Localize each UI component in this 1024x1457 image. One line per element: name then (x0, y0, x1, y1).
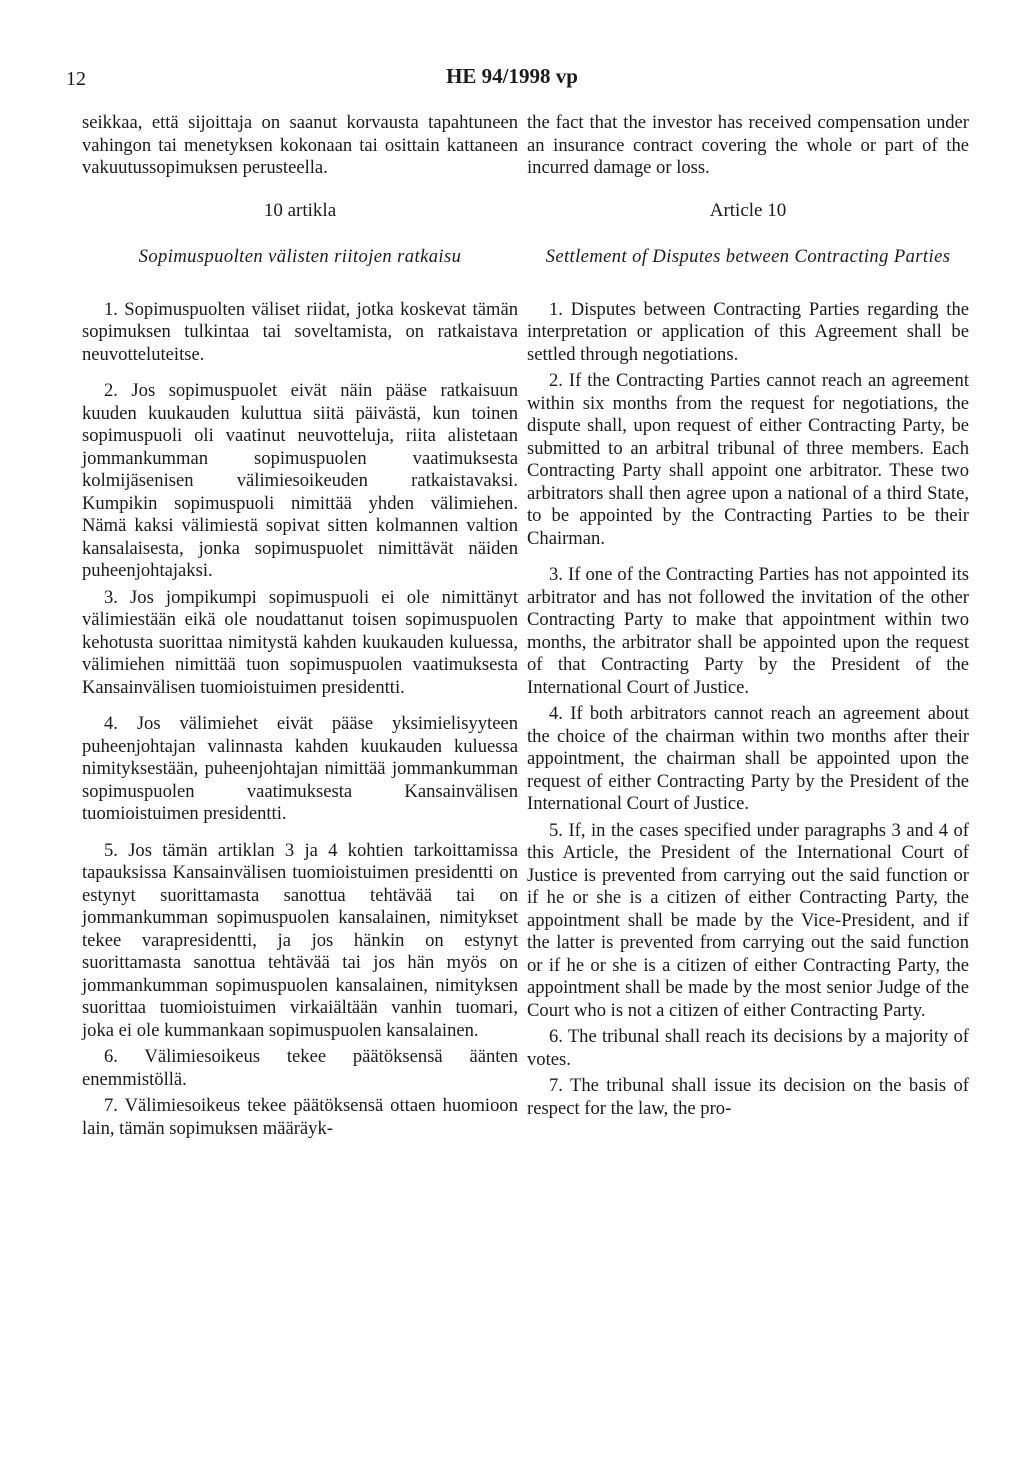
page-number: 12 (66, 68, 86, 90)
english-article-title: Settlement of Disputes between Contracting Parties (545, 246, 951, 267)
english-paragraph-1: 1. Disputes between Contracting Parties regarding the interpretation or application of this Agreement shall be settled through negotiations. (527, 298, 969, 365)
finnish-paragraph-7: 7. Välimiesoikeus tekee päätöksensä ottaen huomioon lain, tämän sopimuksen määräyk- (82, 1095, 518, 1139)
english-column (527, 112, 969, 1124)
finnish-paragraph-4: 4. Jos välimiehet eivät pääse yksimielisyyteen puheenjohtajan valinnasta kahden kuukauden kuluessa nimityksestään, puheenjohtajan nimittää jommankumman sopimuspuolen vaatimuksesta Kansainvälisen tuomioistuimen presidentti. (82, 713, 518, 824)
english-article-heading: Article 10 (709, 199, 787, 221)
english-paragraph-3: 3. If one of the Contracting Parties has not appointed its arbitrator and has not followed the invitation of the other Contracting Party to make that appointment within two months, the arbitrator shall be appointed upon the request of that Contracting Party by the President of the International Court of Justice. (527, 564, 969, 698)
english-paragraph-4: 4. If both arbitrators cannot reach an agreement about the choice of the chairman within two months after their appointment, the chairman shall be appointed upon the request of either Contracting Party by the President of the International Court of Justice. (527, 703, 969, 814)
english-paragraph-6: 6. The tribunal shall reach its decisions by a majority of votes. (527, 1026, 969, 1070)
finnish-intro-paragraph: seikkaa, että sijoittaja on saanut korvausta tapahtuneen vahingon tai menetyksen kokonaan tai osittain kattaneen vakuutussopimuksen perusteella. (82, 112, 518, 178)
finnish-column (82, 112, 518, 1144)
finnish-paragraph-3: 3. Jos jompikumpi sopimuspuoli ei ole nimittänyt välimiestään eikä ole noudattanut toisen sopimuspuolen kehotusta suorittaa nimitystä kahden kuukauden kuluessa, välimiehen nimittää tuon sopimuspuolen vaatimuksesta Kansainvälisen tuomioistuimen presidentti. (82, 586, 518, 698)
document-reference: HE 94/1998 vp (446, 64, 578, 88)
finnish-article-title: Sopimuspuolten välisten riitojen ratkaisu (138, 246, 462, 267)
english-intro-paragraph: the fact that the investor has received compensation under an insurance contract covering the whole or part of the incurred damage or loss. (527, 112, 969, 178)
finnish-article-heading: 10 artikla (263, 199, 337, 221)
english-paragraph-2: 2. If the Contracting Parties cannot reach an agreement within six months from the request for negotiations, the dispute shall, upon request of either Contracting Party, be submitted to an arbitral tribunal of three members. Each Contracting Party shall appoint one arbitrator. These two arbitrators shall then agree upon a national of a third State, to be appointed by the Contracting Parties to be their Chairman. (527, 370, 969, 549)
finnish-paragraph-1: 1. Sopimuspuolten väliset riidat, jotka koskevat tämän sopimuksen tulkintaa tai soveltamista, on ratkaistava neuvotteluteitse. (82, 298, 518, 365)
finnish-paragraph-2: 2. Jos sopimuspuolet eivät näin pääse ratkaisuun kuuden kuukauden kuluttua siitä päivästä, kun toinen sopimuspuoli oli vaatinut neuvotteluja, riita alistetaan jommankumman sopimuspuolen vaatimuksesta kolmijäsenisen välimiesoikeuden ratkaistavaksi. Kumpikin sopimuspuoli nimittää yhden välimiehen. Nämä kaksi välimiestä sopivat sitten kolmannen valtion kansalaisesta, jonka sopimuspuolet nimittävät näiden puheenjohtajaksi. (82, 380, 518, 581)
finnish-paragraph-5: 5. Jos tämän artiklan 3 ja 4 kohtien tarkoittamissa tapauksissa Kansainvälisen tuomioistuimen presidentti on estynyt suorittamasta sanottua tehtävää tai on jommankumman sopimuspuolen kansalainen, nimitykset tekee varapresidentti, ja jos hänkin on estynyt suorittamasta sanottua tehtävää tai jos hän myös on jommankumman sopimuspuolen kansalainen, nimityksen suorittaa tuomioistuimen virkaiältään vanhin tuomari, joka ei ole kummankaan sopimuspuolen kansalainen. (82, 839, 518, 1041)
english-paragraph-7: 7. The tribunal shall issue its decision on the basis of respect for the law, the pro- (527, 1075, 969, 1119)
english-paragraph-5: 5. If, in the cases specified under paragraphs 3 and 4 of this Article, the President of the International Court of Justice is prevented from carrying out the said function or if he or she is a citizen of either Contracting Party, the appointment shall be made by the Vice-President, and if the latter is prevented from carrying out the said function or if he or she is a citizen of either Contracting Party, the appointment shall be made by the most senior Judge of the Court who is not a citizen of either Contracting Party. (527, 819, 969, 1021)
finnish-paragraph-6: 6. Välimiesoikeus tekee päätöksensä äänten enemmistöllä. (82, 1046, 518, 1090)
